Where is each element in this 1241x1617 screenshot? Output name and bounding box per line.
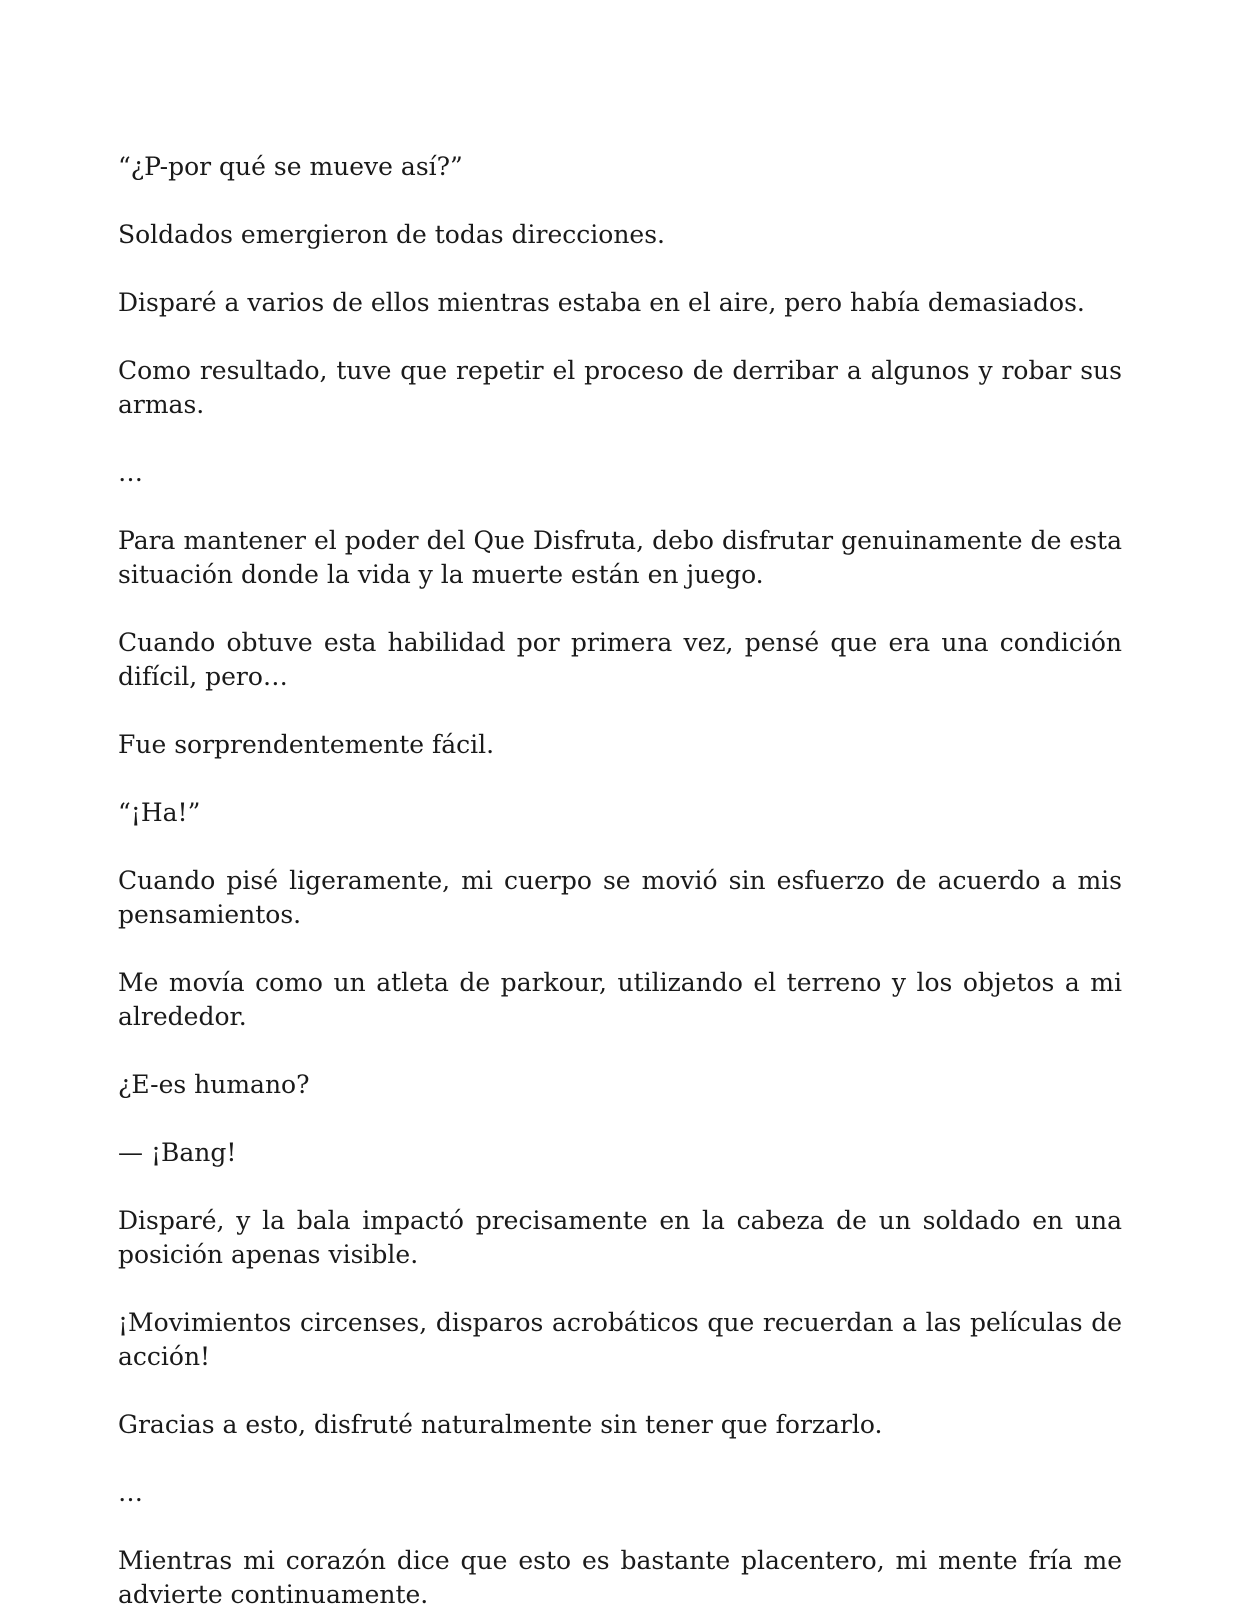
- paragraph: Cuando pisé ligeramente, mi cuerpo se movió sin esfuerzo de acuerdo a mis pensamientos.: [118, 866, 1122, 929]
- paragraph: ¡Movimientos circenses, disparos acrobáticos que recuerdan a las películas de acción!: [118, 1308, 1122, 1371]
- paragraph: Gracias a esto, disfruté naturalmente sin tener que forzarlo.: [118, 1410, 883, 1439]
- paragraph: Para mantener el poder del Que Disfruta, debo disfrutar genuinamente de esta situación donde la vida y la muerte están en juego.: [118, 526, 1122, 589]
- paragraph: — ¡Bang!: [118, 1138, 237, 1167]
- paragraph: Cuando obtuve esta habilidad por primera vez, pensé que era una condición difícil, pero…: [118, 628, 1122, 691]
- paragraph-ellipsis: …: [118, 458, 143, 487]
- paragraph: Como resultado, tuve que repetir el proceso de derribar a algunos y robar sus armas.: [118, 356, 1122, 419]
- paragraph-ellipsis: …: [118, 1478, 143, 1507]
- paragraph: Soldados emergieron de todas direcciones.: [118, 220, 665, 249]
- paragraph: “¡Ha!”: [118, 798, 201, 827]
- paragraph: Mientras mi corazón dice que esto es bastante placentero, mi mente fría me advierte continuamente.: [118, 1546, 1122, 1609]
- paragraph: “¿P-por qué se mueve así?”: [118, 152, 463, 181]
- paragraph: ¿E-es humano?: [118, 1070, 310, 1099]
- paragraph: Disparé a varios de ellos mientras estaba en el aire, pero había demasiados.: [118, 288, 1085, 317]
- document-body: [118, 150, 1122, 1617]
- paragraph: Me movía como un atleta de parkour, utilizando el terreno y los objetos a mi alrededor.: [118, 968, 1122, 1031]
- paragraph: Disparé, y la bala impactó precisamente en la cabeza de un soldado en una posición apenas visible.: [118, 1206, 1122, 1269]
- paragraph: Fue sorprendentemente fácil.: [118, 730, 495, 759]
